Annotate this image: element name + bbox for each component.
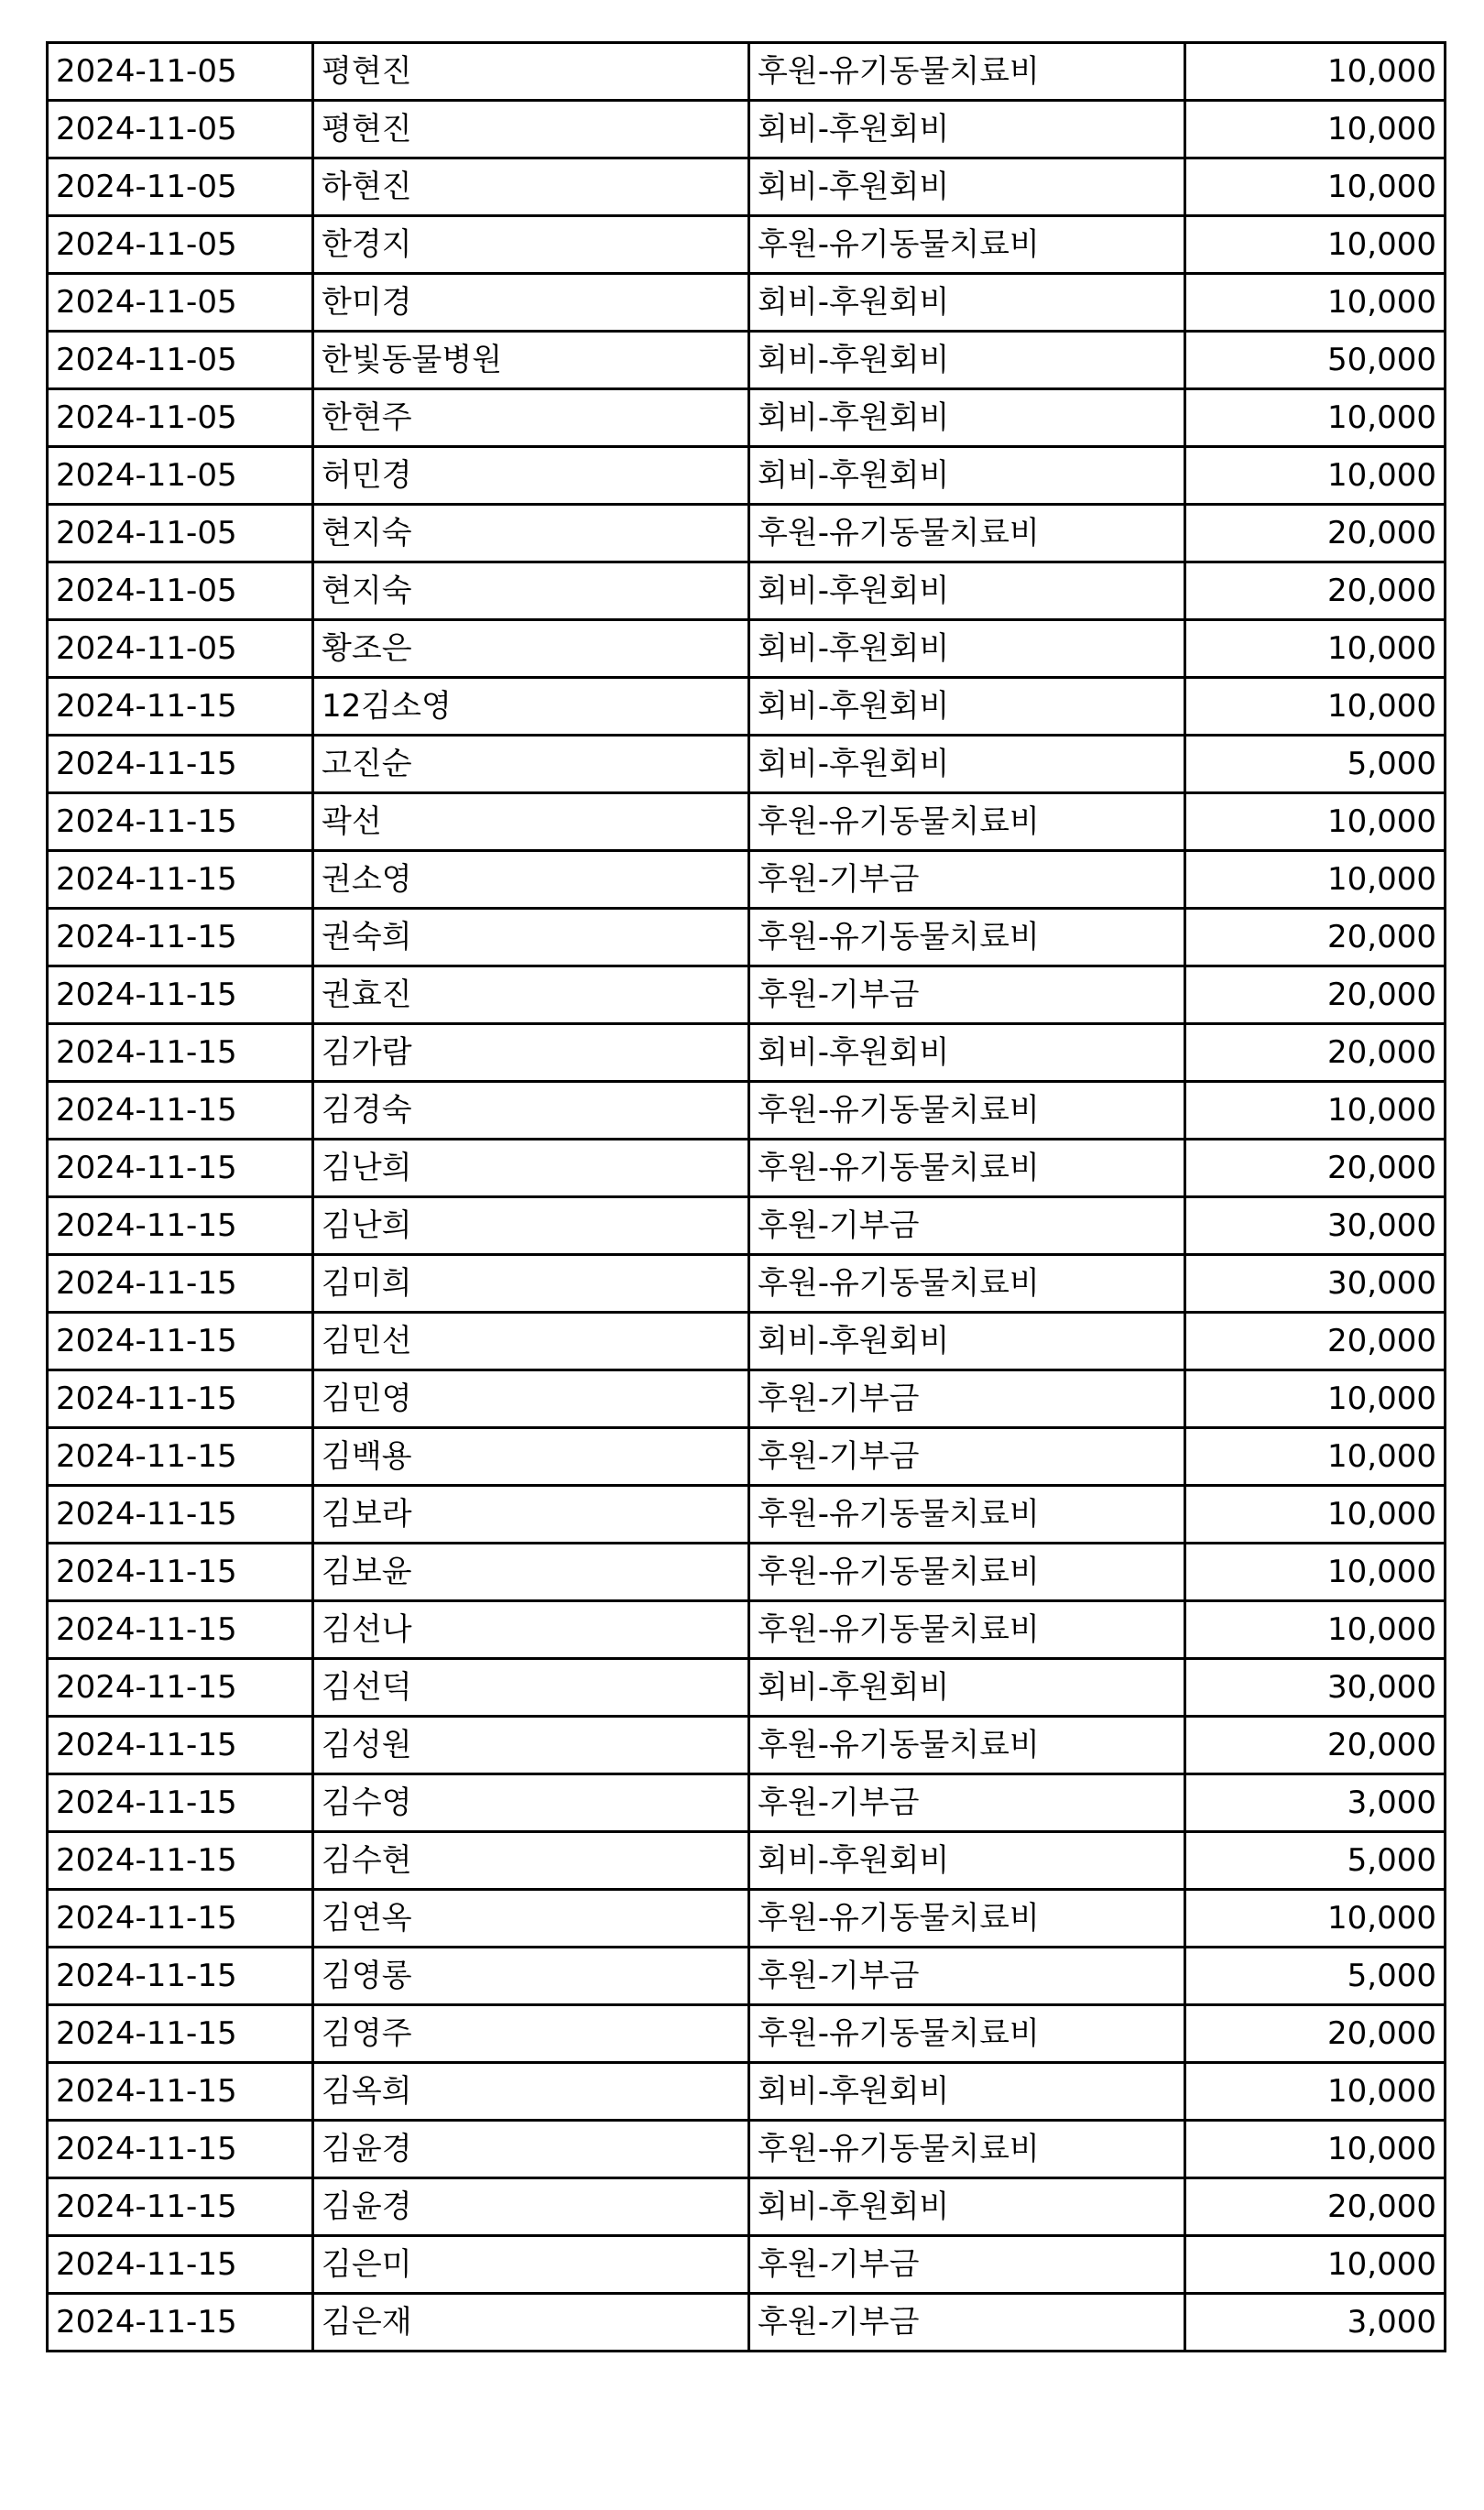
amount-cell: 10,000 <box>1185 1486 1446 1544</box>
amount-cell: 10,000 <box>1185 1428 1446 1486</box>
category-cell: 후원-유기동물치료비 <box>749 1082 1185 1140</box>
table-row <box>48 2178 1446 2236</box>
category-cell: 회비-후원회비 <box>749 274 1185 332</box>
table-row <box>48 1601 1446 1659</box>
amount-cell: 20,000 <box>1185 909 1446 966</box>
category-cell: 후원-기부금 <box>749 1948 1185 2005</box>
donor-name-cell: 권효진 <box>313 966 749 1024</box>
amount-cell: 30,000 <box>1185 1659 1446 1717</box>
table-row <box>48 678 1446 736</box>
donor-name-cell: 곽선 <box>313 793 749 851</box>
category-cell: 회비-후원회비 <box>749 562 1185 620</box>
donor-name-cell: 김경숙 <box>313 1082 749 1140</box>
amount-cell: 10,000 <box>1185 2063 1446 2121</box>
date-cell: 2024-11-05 <box>48 216 313 274</box>
table-row <box>48 1140 1446 1197</box>
category-cell: 후원-유기동물치료비 <box>749 1486 1185 1544</box>
date-cell: 2024-11-15 <box>48 851 313 909</box>
category-cell: 회비-후원회비 <box>749 2063 1185 2121</box>
date-cell: 2024-11-15 <box>48 1774 313 1832</box>
category-cell: 후원-유기동물치료비 <box>749 1140 1185 1197</box>
donor-name-cell: 김보윤 <box>313 1544 749 1601</box>
category-cell: 회비-후원회비 <box>749 1313 1185 1370</box>
category-cell: 회비-후원회비 <box>749 678 1185 736</box>
category-cell: 회비-후원회비 <box>749 2178 1185 2236</box>
category-cell: 후원-유기동물치료비 <box>749 1544 1185 1601</box>
date-cell: 2024-11-15 <box>48 1313 313 1370</box>
donor-name-cell: 김연옥 <box>313 1890 749 1948</box>
date-cell: 2024-11-05 <box>48 43 313 101</box>
category-cell: 후원-기부금 <box>749 851 1185 909</box>
table-row <box>48 1428 1446 1486</box>
date-cell: 2024-11-15 <box>48 1255 313 1313</box>
date-cell: 2024-11-15 <box>48 966 313 1024</box>
table-row <box>48 909 1446 966</box>
amount-cell: 10,000 <box>1185 158 1446 216</box>
table-row <box>48 736 1446 793</box>
donor-name-cell: 김미희 <box>313 1255 749 1313</box>
donor-name-cell: 김윤경 <box>313 2178 749 2236</box>
amount-cell: 3,000 <box>1185 1774 1446 1832</box>
table-row <box>48 1774 1446 1832</box>
table-row <box>48 2121 1446 2178</box>
date-cell: 2024-11-05 <box>48 505 313 562</box>
donor-name-cell: 김성원 <box>313 1717 749 1774</box>
date-cell: 2024-11-15 <box>48 678 313 736</box>
category-cell: 후원-유기동물치료비 <box>749 793 1185 851</box>
donor-name-cell: 김민선 <box>313 1313 749 1370</box>
category-cell: 후원-유기동물치료비 <box>749 1717 1185 1774</box>
donor-name-cell: 김민영 <box>313 1370 749 1428</box>
date-cell: 2024-11-15 <box>48 1024 313 1082</box>
date-cell: 2024-11-05 <box>48 274 313 332</box>
donor-name-cell: 평현진 <box>313 101 749 158</box>
amount-cell: 10,000 <box>1185 1544 1446 1601</box>
donor-name-cell: 권숙희 <box>313 909 749 966</box>
donor-name-cell: 한경지 <box>313 216 749 274</box>
table-row <box>48 447 1446 505</box>
donor-name-cell: 김영롱 <box>313 1948 749 2005</box>
donor-name-cell: 김가람 <box>313 1024 749 1082</box>
date-cell: 2024-11-15 <box>48 736 313 793</box>
date-cell: 2024-11-15 <box>48 909 313 966</box>
category-cell: 회비-후원회비 <box>749 332 1185 389</box>
category-cell: 후원-유기동물치료비 <box>749 1601 1185 1659</box>
date-cell: 2024-11-05 <box>48 389 313 447</box>
amount-cell: 50,000 <box>1185 332 1446 389</box>
donor-name-cell: 현지숙 <box>313 562 749 620</box>
table-row <box>48 2063 1446 2121</box>
date-cell: 2024-11-15 <box>48 1486 313 1544</box>
category-cell: 회비-후원회비 <box>749 1659 1185 1717</box>
category-cell: 후원-기부금 <box>749 1428 1185 1486</box>
category-cell: 회비-후원회비 <box>749 620 1185 678</box>
amount-cell: 20,000 <box>1185 2005 1446 2063</box>
category-cell: 회비-후원회비 <box>749 447 1185 505</box>
donor-name-cell: 현지숙 <box>313 505 749 562</box>
category-cell: 후원-유기동물치료비 <box>749 2005 1185 2063</box>
date-cell: 2024-11-05 <box>48 447 313 505</box>
category-cell: 후원-기부금 <box>749 966 1185 1024</box>
date-cell: 2024-11-15 <box>48 1832 313 1890</box>
category-cell: 후원-유기동물치료비 <box>749 505 1185 562</box>
date-cell: 2024-11-15 <box>48 1370 313 1428</box>
table-row <box>48 332 1446 389</box>
table-row <box>48 1832 1446 1890</box>
donor-name-cell: 김선덕 <box>313 1659 749 1717</box>
donor-name-cell: 한미경 <box>313 274 749 332</box>
table-row <box>48 389 1446 447</box>
date-cell: 2024-11-15 <box>48 2178 313 2236</box>
table-row <box>48 793 1446 851</box>
date-cell: 2024-11-15 <box>48 1544 313 1601</box>
date-cell: 2024-11-15 <box>48 793 313 851</box>
amount-cell: 3,000 <box>1185 2294 1446 2352</box>
date-cell: 2024-11-15 <box>48 1140 313 1197</box>
table-row <box>48 1717 1446 1774</box>
donation-ledger-table <box>46 41 1446 2352</box>
amount-cell: 10,000 <box>1185 1082 1446 1140</box>
amount-cell: 10,000 <box>1185 620 1446 678</box>
table-row <box>48 1370 1446 1428</box>
date-cell: 2024-11-15 <box>48 1717 313 1774</box>
date-cell: 2024-11-15 <box>48 1948 313 2005</box>
category-cell: 회비-후원회비 <box>749 1832 1185 1890</box>
table-row <box>48 274 1446 332</box>
table-row <box>48 505 1446 562</box>
date-cell: 2024-11-05 <box>48 620 313 678</box>
amount-cell: 10,000 <box>1185 216 1446 274</box>
amount-cell: 5,000 <box>1185 1948 1446 2005</box>
amount-cell: 10,000 <box>1185 389 1446 447</box>
table-row <box>48 2294 1446 2352</box>
category-cell: 후원-유기동물치료비 <box>749 43 1185 101</box>
amount-cell: 10,000 <box>1185 851 1446 909</box>
amount-cell: 10,000 <box>1185 1601 1446 1659</box>
amount-cell: 5,000 <box>1185 1832 1446 1890</box>
date-cell: 2024-11-15 <box>48 1197 313 1255</box>
amount-cell: 20,000 <box>1185 505 1446 562</box>
donor-name-cell: 김난희 <box>313 1140 749 1197</box>
amount-cell: 10,000 <box>1185 2121 1446 2178</box>
date-cell: 2024-11-15 <box>48 2005 313 2063</box>
category-cell: 후원-기부금 <box>749 1370 1185 1428</box>
category-cell: 후원-기부금 <box>749 2294 1185 2352</box>
table-row <box>48 1255 1446 1313</box>
table-row <box>48 851 1446 909</box>
category-cell: 회비-후원회비 <box>749 389 1185 447</box>
date-cell: 2024-11-05 <box>48 332 313 389</box>
date-cell: 2024-11-15 <box>48 2063 313 2121</box>
category-cell: 회비-후원회비 <box>749 101 1185 158</box>
category-cell: 후원-유기동물치료비 <box>749 1255 1185 1313</box>
table-row <box>48 43 1446 101</box>
category-cell: 후원-기부금 <box>749 2236 1185 2294</box>
category-cell: 회비-후원회비 <box>749 1024 1185 1082</box>
date-cell: 2024-11-15 <box>48 1601 313 1659</box>
donor-name-cell: 김난희 <box>313 1197 749 1255</box>
donor-name-cell: 평현진 <box>313 43 749 101</box>
table-row <box>48 966 1446 1024</box>
category-cell: 회비-후원회비 <box>749 158 1185 216</box>
donor-name-cell: 하현진 <box>313 158 749 216</box>
date-cell: 2024-11-15 <box>48 2236 313 2294</box>
donor-name-cell: 김보라 <box>313 1486 749 1544</box>
amount-cell: 10,000 <box>1185 274 1446 332</box>
donor-name-cell: 황조은 <box>313 620 749 678</box>
date-cell: 2024-11-05 <box>48 158 313 216</box>
table-row <box>48 2005 1446 2063</box>
category-cell: 후원-기부금 <box>749 1774 1185 1832</box>
amount-cell: 10,000 <box>1185 1370 1446 1428</box>
amount-cell: 5,000 <box>1185 736 1446 793</box>
donor-name-cell: 김선나 <box>313 1601 749 1659</box>
table-row <box>48 620 1446 678</box>
date-cell: 2024-11-15 <box>48 2294 313 2352</box>
donor-name-cell: 김수영 <box>313 1774 749 1832</box>
amount-cell: 10,000 <box>1185 447 1446 505</box>
amount-cell: 20,000 <box>1185 966 1446 1024</box>
donor-name-cell: 김옥희 <box>313 2063 749 2121</box>
date-cell: 2024-11-15 <box>48 1082 313 1140</box>
amount-cell: 10,000 <box>1185 1890 1446 1948</box>
donor-name-cell: 김은재 <box>313 2294 749 2352</box>
donor-name-cell: 12김소영 <box>313 678 749 736</box>
amount-cell: 20,000 <box>1185 1313 1446 1370</box>
table-row <box>48 216 1446 274</box>
table-row <box>48 1544 1446 1601</box>
donor-name-cell: 한현주 <box>313 389 749 447</box>
category-cell: 후원-유기동물치료비 <box>749 216 1185 274</box>
donor-name-cell: 권소영 <box>313 851 749 909</box>
category-cell: 후원-유기동물치료비 <box>749 1890 1185 1948</box>
ledger-body <box>48 43 1446 2352</box>
amount-cell: 20,000 <box>1185 2178 1446 2236</box>
amount-cell: 20,000 <box>1185 1717 1446 1774</box>
amount-cell: 10,000 <box>1185 793 1446 851</box>
date-cell: 2024-11-05 <box>48 562 313 620</box>
table-row <box>48 1486 1446 1544</box>
table-row <box>48 158 1446 216</box>
amount-cell: 30,000 <box>1185 1197 1446 1255</box>
table-row <box>48 2236 1446 2294</box>
amount-cell: 20,000 <box>1185 562 1446 620</box>
amount-cell: 10,000 <box>1185 43 1446 101</box>
amount-cell: 20,000 <box>1185 1024 1446 1082</box>
donor-name-cell: 김영주 <box>313 2005 749 2063</box>
donor-name-cell: 김은미 <box>313 2236 749 2294</box>
donor-name-cell: 김수현 <box>313 1832 749 1890</box>
amount-cell: 10,000 <box>1185 2236 1446 2294</box>
donor-name-cell: 김윤경 <box>313 2121 749 2178</box>
table-row <box>48 1197 1446 1255</box>
donor-name-cell: 허민경 <box>313 447 749 505</box>
amount-cell: 30,000 <box>1185 1255 1446 1313</box>
date-cell: 2024-11-15 <box>48 2121 313 2178</box>
amount-cell: 10,000 <box>1185 678 1446 736</box>
date-cell: 2024-11-15 <box>48 1659 313 1717</box>
table-row <box>48 1890 1446 1948</box>
donor-name-cell: 김백용 <box>313 1428 749 1486</box>
table-row <box>48 562 1446 620</box>
amount-cell: 20,000 <box>1185 1140 1446 1197</box>
category-cell: 회비-후원회비 <box>749 736 1185 793</box>
category-cell: 후원-유기동물치료비 <box>749 2121 1185 2178</box>
table-row <box>48 1024 1446 1082</box>
table-row <box>48 1082 1446 1140</box>
amount-cell: 10,000 <box>1185 101 1446 158</box>
table-row <box>48 101 1446 158</box>
donor-name-cell: 한빛동물병원 <box>313 332 749 389</box>
donor-name-cell: 고진순 <box>313 736 749 793</box>
date-cell: 2024-11-05 <box>48 101 313 158</box>
table-row <box>48 1313 1446 1370</box>
table-row <box>48 1659 1446 1717</box>
table-row <box>48 1948 1446 2005</box>
category-cell: 후원-기부금 <box>749 1197 1185 1255</box>
date-cell: 2024-11-15 <box>48 1428 313 1486</box>
date-cell: 2024-11-15 <box>48 1890 313 1948</box>
category-cell: 후원-유기동물치료비 <box>749 909 1185 966</box>
